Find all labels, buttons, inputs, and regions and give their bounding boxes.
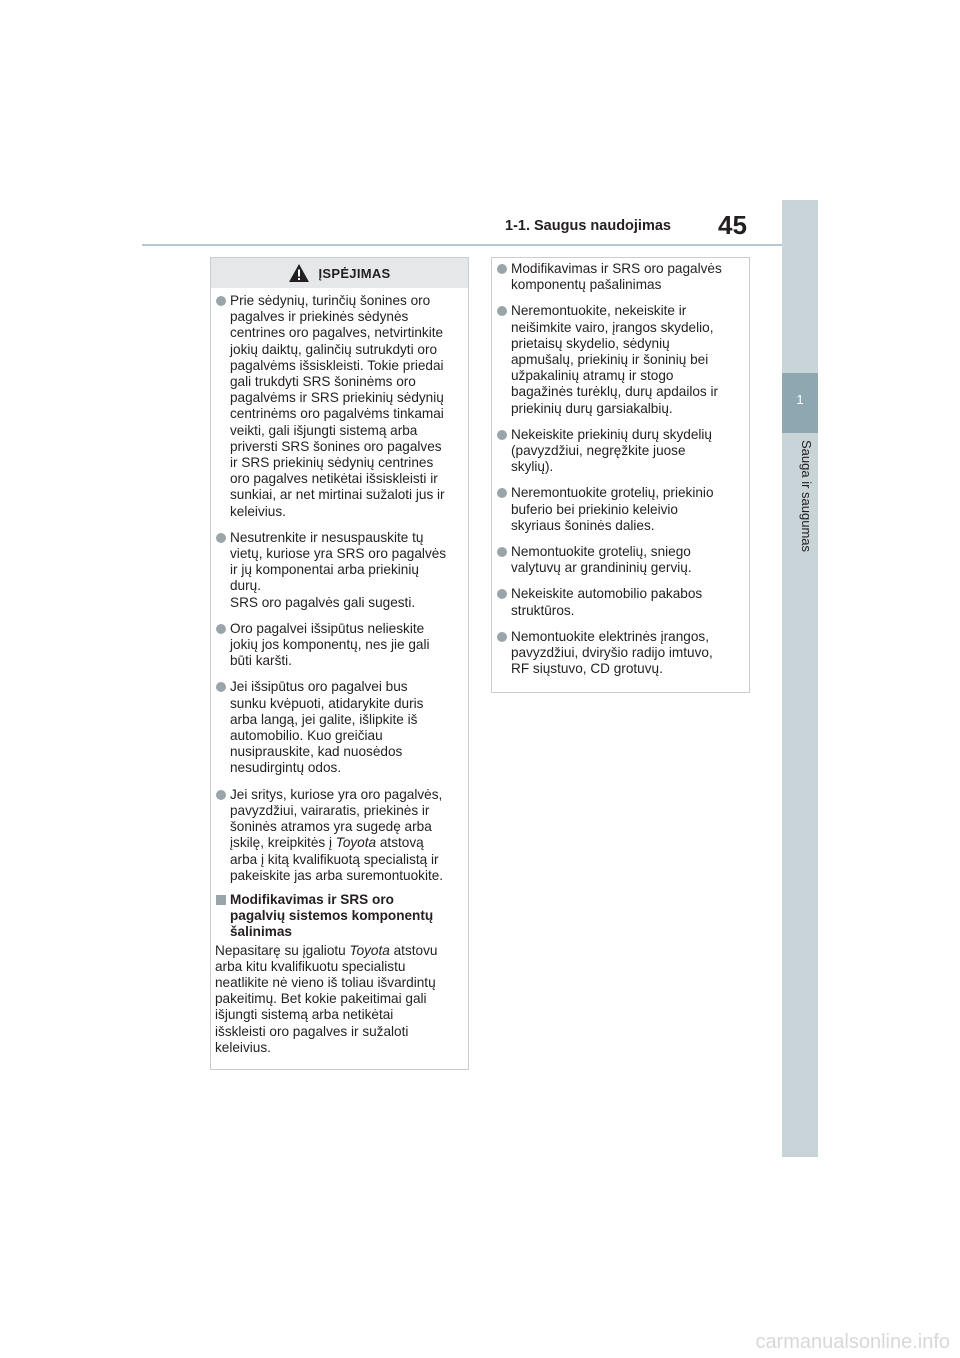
list-item: [215, 621, 462, 670]
list-item-text-part: Jei sritys, kuriose yra oro pagalvės, pavyzdžiui, vairaratis, priekinės ir šoninės atramos yra sugedę arba įskilę, kreipkitės į: [230, 786, 443, 851]
bullet-icon: [216, 296, 226, 306]
list-item-text: Jei išsipūtus oro pagalvei bus sunku kvėpuoti, atidarykite duris arba langą, jei galite, išlipkite iš automobilio. Kuo greičiau nusiprauskite, kad nuosėdos nesudirgintų odos.: [230, 679, 424, 776]
warning-box-left: [210, 257, 469, 1070]
list-item-text: Nemontuokite elektrinės įrangos, pavyzdžiui, dviryšio radijo imtuvo, RF siųstuvo, CD grotuvų.: [511, 628, 713, 677]
list-item-text: Nesutrenkite ir nesuspauskite tų vietų, kuriose yra SRS oro pagalvės ir jų komponentai arba priekinių durų. SRS oro pagalvės gali sugesti.: [230, 529, 447, 610]
bullet-icon: [497, 306, 507, 316]
list-item: [215, 679, 462, 776]
bullet-icon: [497, 632, 507, 642]
list-item: [496, 427, 743, 476]
list-item-text: Nemontuokite grotelių, sniego valytuvų ar grandininių gervių.: [511, 544, 692, 576]
warning-content-right: [492, 258, 749, 677]
bullet-icon: [497, 264, 507, 274]
chapter-side-tab: [782, 200, 818, 1157]
warning-header: [211, 258, 468, 288]
warning-content-left: [211, 288, 468, 1056]
watermark-text: carmanualsonline.info: [755, 1331, 950, 1353]
list-item: [496, 544, 743, 576]
list-item-text: Prie sėdynių, turinčių šonines oro pagalves ir priekinės sėdynės centrines oro pagalves, netvirtinkite jokių daiktų, galinčių sutrukdyti oro pagalvėms išsiskleisti. Tokie priedai gali trukdyti SRS šoninėms oro pagalvėms ir SRS priekinių sėdynių centrinėms oro pagalvėms tinkamai veikti, gali išjungti sistemą arba priversti SRS šonines oro pagalves ir SRS priekinių sėdynių centrines oro pagalves netikėtai išsiskleisti ir sunkiai, ar net mirtinai sužaloti jus ir keleivius.: [230, 293, 445, 519]
list-item-text: Neremontuokite grotelių, priekinio buferio bei priekinio keleivio skyriaus šoninės dalies.: [511, 485, 714, 533]
paragraph-text-part: Nepasitarę su įgaliotu: [215, 942, 350, 958]
header-divider: [142, 244, 782, 246]
list-item-text: Nekeiskite priekinių durų skydelių (pavyzdžiui, negręžkite juose skylių).: [511, 426, 712, 475]
subheading-text: Modifikavimas ir SRS oro pagalvių sistemos komponentų šalinimas: [230, 891, 434, 940]
bullet-icon: [497, 488, 507, 498]
list-item: [496, 485, 743, 534]
list-item-text: [230, 787, 462, 884]
brand-name: Toyota: [349, 942, 390, 958]
bullet-icon: [216, 624, 226, 634]
page-number: 45: [718, 210, 747, 240]
brand-name: Toyota: [335, 835, 377, 851]
list-item-text: Oro pagalvei išsipūtus nelieskite jokių jos komponentų, nes jie gali būti karšti.: [230, 620, 430, 669]
warning-triangle-icon: [288, 263, 310, 283]
bullet-icon: [216, 682, 226, 692]
bullet-icon: [497, 589, 507, 599]
warning-title: ĮSPĖJIMAS: [318, 265, 391, 281]
list-item: [496, 261, 743, 293]
subheading: [215, 892, 462, 941]
list-item: [496, 629, 743, 678]
list-item: [496, 303, 743, 416]
list-item-text: Neremontuokite, nekeiskite ir neišimkite vairo, įrangos skydelio, prietaisų skydelio, sėdynių apmušalų, priekinių ir šoninių bei užpakalinių atramų ir stogo bagažinės turėklų, durų apdailos ir priekinių durų garsiakalbių.: [511, 303, 719, 416]
list-item: [215, 530, 462, 611]
bullet-icon: [497, 430, 507, 440]
section-title: 1-1. Saugus naudojimas: [505, 218, 671, 234]
list-item: [496, 586, 743, 618]
square-bullet-icon: [216, 895, 226, 905]
bullet-icon: [497, 547, 507, 557]
list-item: [215, 787, 462, 884]
bullet-icon: [216, 533, 226, 543]
list-item: [215, 293, 462, 520]
chapter-title: Sauga ir saugumas: [799, 440, 814, 553]
list-item-text: Nekeiskite automobilio pakabos struktūros.: [511, 586, 703, 618]
chapter-number: 1: [796, 392, 804, 407]
paragraph: [215, 943, 462, 1056]
warning-box-right: [491, 257, 750, 693]
list-item-text-part: atstovą arba į kitą kvalifikuotą specialistą ir pakeiskite jas arba suremontuokite.: [230, 835, 444, 883]
bullet-icon: [216, 790, 226, 800]
list-item-text: Modifikavimas ir SRS oro pagalvės komponentų pašalinimas: [511, 261, 722, 293]
paragraph-text-part: atstovu arba kitu kvalifikuotu specialistu neatlikite nė vieno iš toliau išvardintų pakeitimų. Bet kokie pakeitimai gali išjungti sistemą arba netikėtai išskleisti oro pagalves ir sužaloti keleivius.: [215, 942, 438, 1055]
